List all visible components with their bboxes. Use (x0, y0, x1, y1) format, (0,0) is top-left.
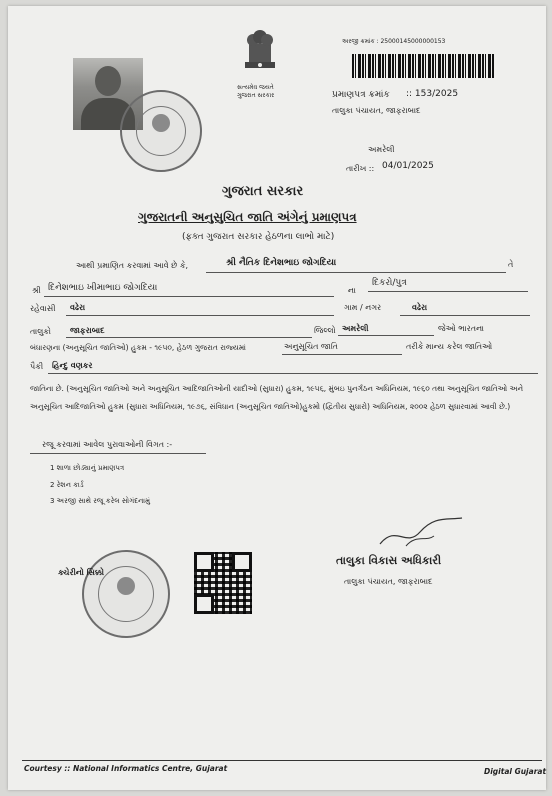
village-value: વઢેરા (412, 303, 428, 312)
certificate-note: (ફક્ત ગુજરાત સરકાર હેઠળના લાભો માટે) (182, 232, 335, 242)
official-seal-bottom (82, 550, 170, 638)
document-item: 2 રેશન કાર્ડ (50, 481, 84, 489)
national-emblem-icon (239, 28, 281, 80)
document-item: 3 અરજી સાથે રજૂ કરેલ સોગંદનામું (50, 497, 151, 505)
caste-category: અનુસૂચિત જાતિ (284, 342, 338, 351)
taluka-value: જાફરાબાદ (70, 326, 105, 335)
emblem-caption-2: ગુજરાત સરકાર (237, 92, 275, 99)
issuer-district: અમરેલી (368, 145, 395, 154)
emblem-caption-1: સત્યમેવ જયતે (237, 84, 274, 91)
resident-value: વઢેરા (70, 303, 86, 312)
certificate-number-value: :: 153/2025 (406, 89, 459, 99)
india-text: જેઓ ભારતના (438, 324, 485, 333)
district-value: અમરેલી (342, 324, 369, 333)
certificate-document (8, 6, 546, 790)
certification-intro: આથી પ્રમાણિત કરવામાં આવે છે કે, (76, 261, 189, 270)
applicant-name: શ્રી નૈતિક દિનેશભાઇ જોગદિયા (226, 258, 337, 268)
application-number: અરજી ક્રમાંક : 25000145000000153 (342, 38, 446, 45)
recognized-text: તરીકે માન્ય કરેલ જાતિઓ (406, 342, 493, 351)
shri-label: શ્રી (32, 286, 41, 295)
official-seal-top (120, 90, 202, 172)
officer-signature (376, 514, 466, 554)
constitution-order-text: બંધારણના (અનુસૂચિત જાતિઓ) હુકમ - ૧૯૫૦, હેઠળ ગુજરાત રાજ્યમાં (30, 343, 246, 352)
parent-name: દિનેશભાઇ ખીમાભાઇ જોગદિયા (48, 283, 158, 293)
certificate-number-label: પ્રમાણપત્ર ક્રમાંક (332, 90, 390, 100)
taluka-label: તાલુકો (30, 327, 51, 336)
legal-paragraph: જાતિના છે. (અનુસૂચિત જાતિઓ અને અનુસૂચિત આદિજાતિઓની યાદીઓ (સુધારા) હુકમ, ૧૯૫૬, મુંબઇ પુનર્ગઠન અધિનિયમ, ૧૯૬૦ તથા અનુસૂચિત જાતિઓ અને અનુસૂચિત આદિજાતિઓ હુકમ (સુધારા અધિનિયમ, ૧૯૭૬, સંવિધાન (અનુસૂચિત જાતિઓ)હુકમો (દ્વિતીય સુધારો) અધિનિયમ, ૨૦૦૨ હેઠળ સુધારવામાં આવી છે.) (30, 384, 524, 411)
barcode (352, 54, 494, 78)
te-label: તે (508, 260, 514, 269)
office-stamp-label: ક્ચેરીનો સિક્કો (58, 568, 104, 577)
date-label: તારીખ :: (346, 164, 375, 173)
district-label: જિલ્લો (314, 326, 336, 335)
na-label: ના (348, 286, 356, 295)
relation: દિકરો/પુત્ર (372, 278, 407, 288)
issue-date: 04/01/2025 (382, 161, 434, 171)
documents-heading: રજૂ કરવામાં આવેલ પુરાવાઓની વિગત :- (42, 440, 173, 449)
village-label: ગામ / નગર (344, 303, 382, 312)
brand-text: Digital Gujarat (484, 767, 547, 776)
qr-code (194, 552, 252, 614)
document-item: 1 શાળા છોડ્યાનું પ્રમાણપત્ર (50, 464, 125, 472)
government-title: ગુજરાત સરકાર (222, 184, 304, 199)
officer-office: તાલુકા પંચાયત, જાફરાબાદ (344, 577, 433, 586)
issuer-office: તાલુકા પંચાયત, જાફરાબાદ (332, 106, 421, 115)
certificate-title: ગુજરાતની અનુસુચિત જાતિ અંગેનું પ્રમાણપત્ર (138, 210, 357, 224)
caste-prefix: પૈકી (30, 362, 44, 371)
courtesy-text: Courtesy :: National Informatics Centre, Gujarat (24, 764, 228, 773)
officer-title: તાલુકા વિકાસ અધિકારી (336, 554, 442, 567)
resident-label: રહેવાસી (30, 304, 56, 313)
caste-value: હિન્દુ વણકર (52, 361, 93, 370)
